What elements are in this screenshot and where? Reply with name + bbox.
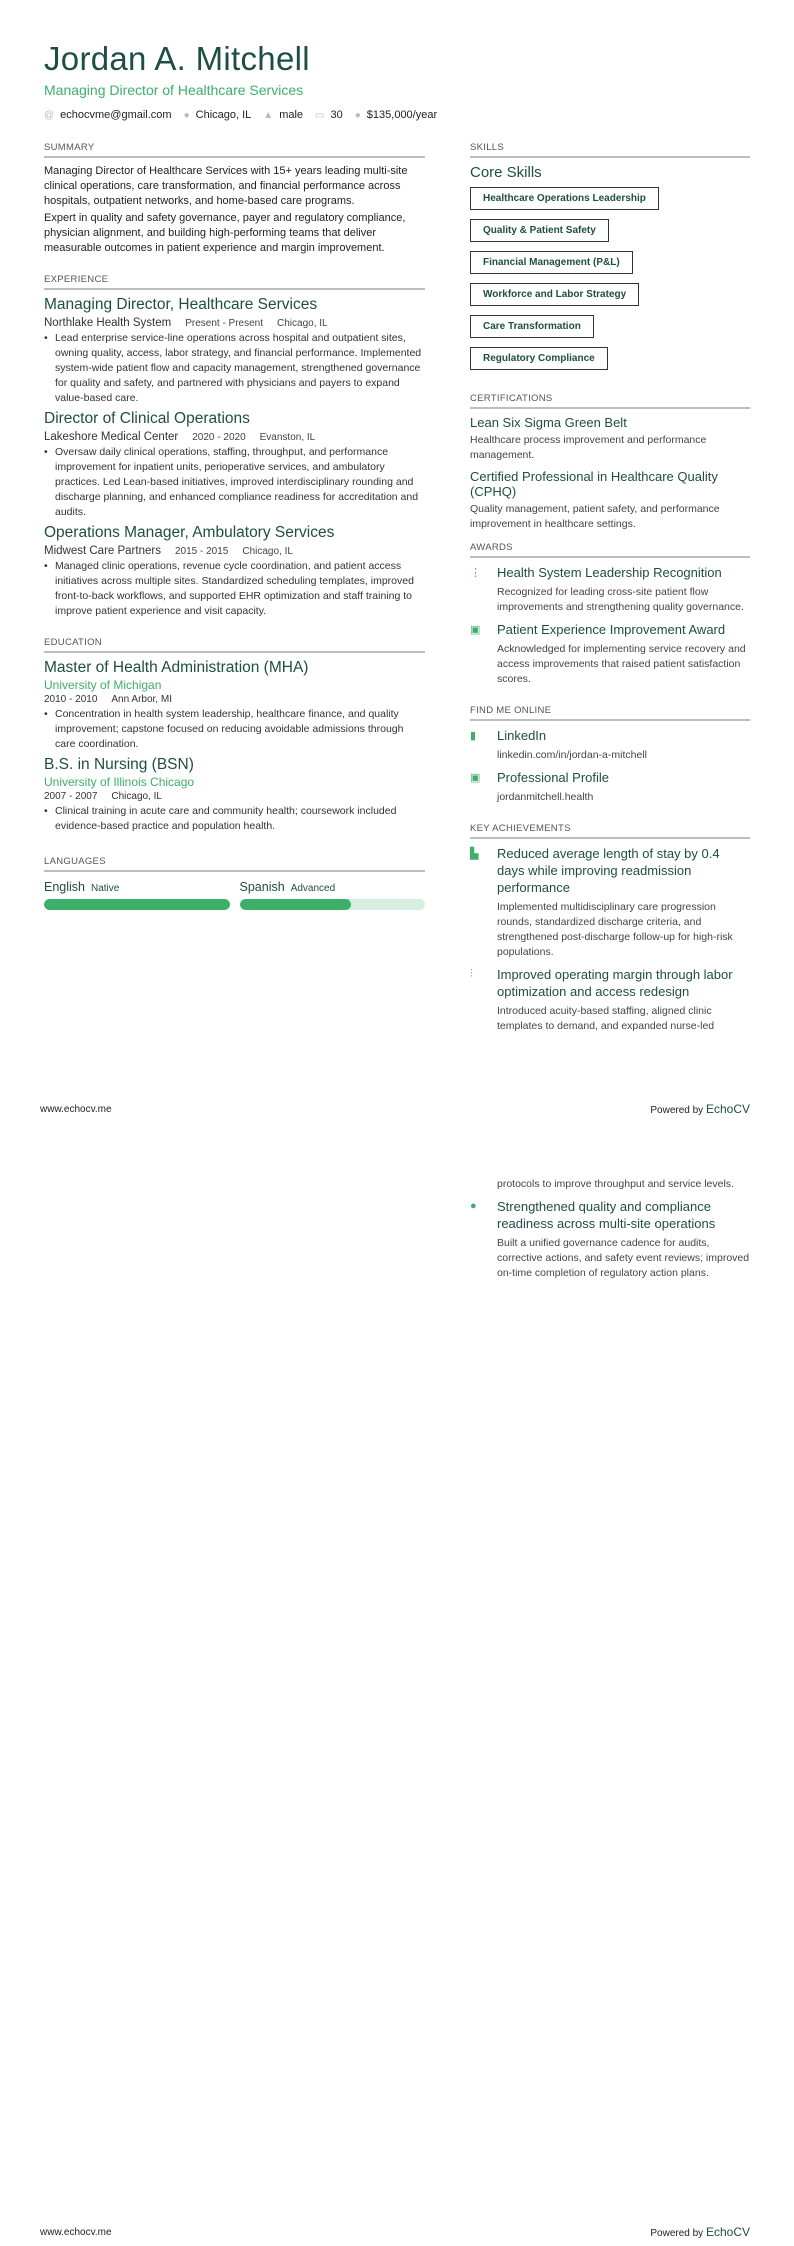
brand-logo: EchoCV <box>705 1102 750 1116</box>
left-column <box>44 142 425 928</box>
online-link[interactable]: linkedin.com/in/jordan-a-mitchell <box>497 749 647 761</box>
achievement-desc: Built a unified governance cadence for audits, corrective actions, and safety event reviews; improved on-time completion of regulatory action plans. <box>497 1237 750 1279</box>
brand-logo: EchoCV <box>705 2225 750 2239</box>
contact-salary: $135,000/year <box>366 109 438 121</box>
section-title: SKILLS <box>470 142 750 158</box>
location-icon: ● <box>183 109 190 121</box>
language-level: Advanced <box>290 883 336 894</box>
education-bullet: • Clinical training in acute care and community health; coursework included evidence-based practice and population health. <box>44 804 425 834</box>
spacer <box>470 1173 485 1192</box>
degree: Master of Health Administration (MHA) <box>44 659 309 676</box>
bell-icon: ● <box>470 1200 477 1212</box>
skill-group-title: Core Skills <box>470 164 542 181</box>
right-column <box>470 142 750 1052</box>
powered-by-label: Powered by <box>650 1105 704 1116</box>
achievement-item <box>470 1198 750 1281</box>
skills-section <box>470 142 750 379</box>
certification-desc: Healthcare process improvement and performance management. <box>470 434 707 461</box>
footer-site[interactable]: www.echocv.me <box>40 2227 112 2238</box>
section-title: AWARDS <box>470 542 750 558</box>
education-section <box>44 637 425 834</box>
person-icon: ▲ <box>263 109 274 121</box>
school: University of Illinois Chicago <box>44 775 195 789</box>
achievement-continued <box>470 1173 750 1192</box>
online-name: LinkedIn <box>497 728 547 743</box>
calendar-icon: ▭ <box>315 109 325 121</box>
achievement-desc: protocols to improve throughput and service levels. <box>497 1178 734 1190</box>
archive-icon: ▣ <box>470 624 481 636</box>
language-name: English <box>44 880 85 894</box>
location: Chicago, IL <box>277 318 328 329</box>
summary-text: Managing Director of Healthcare Services with 15+ years leading multi-site clinical operations, care transformation, and financial performance across hospitals, outpatient networks, and home-based care programs. <box>44 165 408 207</box>
job-title: Operations Manager, Ambulatory Services <box>44 524 335 541</box>
job-entry <box>44 296 425 406</box>
contact-row <box>44 109 437 121</box>
school: University of Michigan <box>44 678 162 692</box>
online-section <box>470 705 750 805</box>
sliders-icon: ⫶ <box>470 968 473 980</box>
dates: 2015 - 2015 <box>174 546 229 557</box>
award-item <box>470 621 750 687</box>
page2-right-column <box>470 1173 750 1287</box>
location: Evanston, IL <box>259 432 316 443</box>
degree: B.S. in Nursing (BSN) <box>44 756 194 773</box>
certifications-section <box>470 393 750 532</box>
job-title: Managing Director, Healthcare Services <box>44 296 318 313</box>
online-item[interactable] <box>470 727 750 763</box>
location: Chicago, IL <box>242 546 293 557</box>
contact-gender: male <box>279 109 304 121</box>
certification-name: Certified Professional in Healthcare Quality (CPHQ) <box>470 469 718 499</box>
dates: 2020 - 2020 <box>192 432 246 443</box>
candidate-role: Managing Director of Healthcare Services <box>44 82 304 98</box>
skill-tag: Healthcare Operations Leadership <box>470 187 659 210</box>
summary-text: Expert in quality and safety governance, payer and regulatory compliance, physician alignment, and building high-performing teams that deliver measurable outcomes in patient experience and margin improvement. <box>44 212 406 254</box>
online-link[interactable]: jordanmitchell.health <box>497 791 594 803</box>
footer-powered <box>650 1102 750 1116</box>
location: Chicago, IL <box>111 791 162 802</box>
awards-section <box>470 542 750 687</box>
achievement-desc: Implemented multidisciplinary care progression rounds, standardized discharge criteria, and strengthened post-discharge follow-up for high-risk populations. <box>497 901 733 958</box>
achievement-item <box>470 966 750 1034</box>
money-icon: ● <box>354 109 361 121</box>
job-bullet: • Oversaw daily clinical operations, staffing, throughput, and performance improvement for inpatient units, perioperative services, and ambulatory practices. Led Lean-based initiatives, improved interdisciplinary rounding and discharge planning, and enhanced compliance readiness for accreditation and audits. <box>44 445 425 520</box>
skill-tag: Workforce and Labor Strategy <box>470 283 639 306</box>
education-entry <box>44 659 425 752</box>
language-item <box>240 878 426 910</box>
contact-email: echocvme@gmail.com <box>60 109 172 121</box>
achievement-name: Improved operating margin through labor optimization and access redesign <box>497 967 733 999</box>
job-entry <box>44 524 425 619</box>
language-bar <box>44 899 230 910</box>
section-title: SUMMARY <box>44 142 425 158</box>
job-title: Director of Clinical Operations <box>44 410 250 427</box>
language-bar-fill <box>240 899 351 910</box>
powered-by-label: Powered by <box>650 2228 704 2239</box>
certification-name: Lean Six Sigma Green Belt <box>470 415 627 430</box>
language-item <box>44 878 230 910</box>
skill-tag: Care Transformation <box>470 315 594 338</box>
section-title: KEY ACHIEVEMENTS <box>470 823 750 839</box>
candidate-name: Jordan A. Mitchell <box>44 40 310 77</box>
contact-location: Chicago, IL <box>195 109 252 121</box>
achievement-name: Reduced average length of stay by 0.4 days while improving readmission performance <box>497 846 720 895</box>
section-title: CERTIFICATIONS <box>470 393 750 409</box>
bookmark-icon: ▮ <box>470 730 477 742</box>
online-name: Professional Profile <box>497 770 609 785</box>
online-item[interactable] <box>470 769 750 805</box>
dates: Present - Present <box>185 318 264 329</box>
section-title: EDUCATION <box>44 637 425 653</box>
achievement-name: Strengthened quality and compliance readiness across multi-site operations <box>497 1199 716 1231</box>
footer-site[interactable]: www.echocv.me <box>40 1104 112 1115</box>
language-bar-fill <box>44 899 230 910</box>
award-name: Health System Leadership Recognition <box>497 565 722 580</box>
footer-powered <box>650 2225 750 2239</box>
language-level: Native <box>91 883 120 894</box>
company: Lakeshore Medical Center <box>44 431 179 443</box>
award-name: Patient Experience Improvement Award <box>497 622 726 637</box>
at-icon: @ <box>44 109 55 121</box>
dates: 2007 - 2007 <box>44 791 98 802</box>
contact-age: 30 <box>330 109 343 121</box>
summary-section <box>44 142 425 256</box>
company: Midwest Care Partners <box>44 545 161 557</box>
job-bullet: • Lead enterprise service-line operations across hospital and outpatient sites, owning quality, access, labor strategy, and financial performance. Implemented system-wide patient flow and capacity management, strengthened governance for quality and safety, and partnered with physicians and payers to expand value-based care. <box>44 331 425 406</box>
dots-icon: ⋮ <box>470 567 481 579</box>
skill-tag: Financial Management (P&L) <box>470 251 633 274</box>
document-icon: ▙ <box>470 848 479 860</box>
award-item <box>470 564 750 615</box>
education-entry <box>44 756 425 834</box>
achievement-desc: Introduced acuity-based staffing, aligned clinic templates to demand, and expanded nurse-led <box>497 1005 715 1032</box>
skill-tag: Regulatory Compliance <box>470 347 608 370</box>
section-title: FIND ME ONLINE <box>470 705 750 721</box>
achievement-item <box>470 845 750 960</box>
dates: 2010 - 2010 <box>44 694 98 705</box>
location: Ann Arbor, MI <box>111 694 172 705</box>
achievements-section <box>470 823 750 1034</box>
award-desc: Acknowledged for implementing service recovery and access improvements that raised patient satisfaction scores. <box>497 643 746 685</box>
archive-icon: ▣ <box>470 772 481 784</box>
job-bullet: • Managed clinic operations, revenue cycle coordination, and patient access initiatives across multiple sites. Standardized scheduling templates, improved front-to-back workflows, and supported EHR optimization and staff training to improve patient experience and visit capacity. <box>44 559 425 619</box>
certification-desc: Quality management, patient safety, and performance improvement in healthcare settings. <box>470 503 720 530</box>
experience-section <box>44 274 425 619</box>
company: Northlake Health System <box>44 317 172 329</box>
language-bar <box>240 899 426 910</box>
job-entry <box>44 410 425 520</box>
award-desc: Recognized for leading cross-site patient flow improvements and strengthening quality governance. <box>497 586 744 613</box>
education-bullet: • Concentration in health system leadership, healthcare finance, and quality improvement; capstone focused on reducing avoidable admissions through care coordination. <box>44 707 425 752</box>
skill-tag: Quality & Patient Safety <box>470 219 609 242</box>
section-title: LANGUAGES <box>44 856 425 872</box>
section-title: EXPERIENCE <box>44 274 425 290</box>
language-name: Spanish <box>239 880 285 894</box>
languages-section <box>44 856 425 910</box>
